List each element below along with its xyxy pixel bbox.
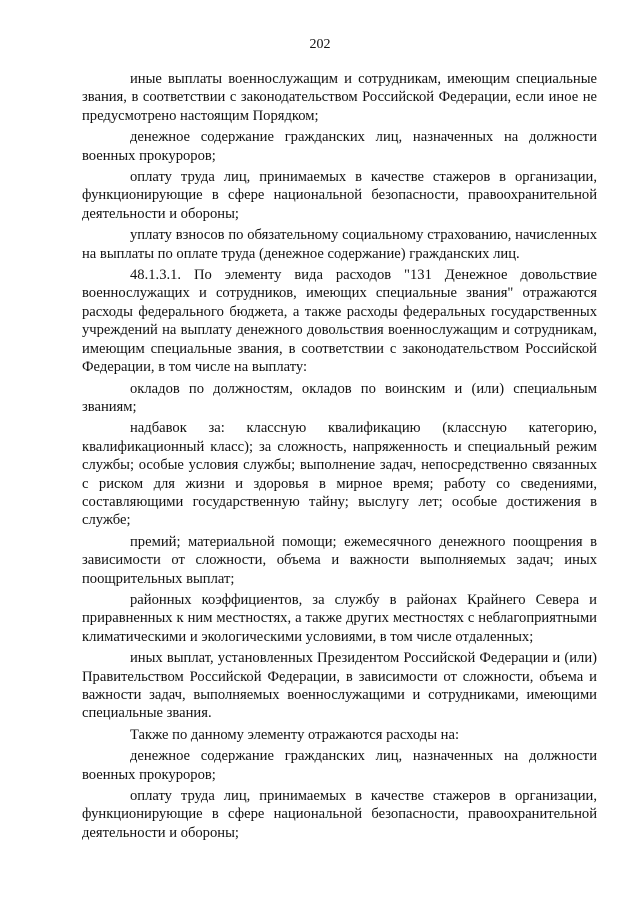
paragraph: районных коэффициентов, за службу в районах Крайнего Севера и приравненных к ним местностях, а также других местностях с неблагоприятными климатическими и экологическими условиями, в том числе отдаленных; bbox=[82, 591, 597, 645]
paragraph: надбавок за: классную квалификацию (классную категорию, квалификационный класс); за сложность, напряженность и специальный режим службы; особые условия службы; выполнение задач, непосредственно связанных с риском для жизни и здоровья в мирное время; работу со сведениями, составляющими государственную тайну; выслугу лет; особые достижения в службе; bbox=[82, 420, 597, 529]
paragraph: уплату взносов по обязательному социальному страхованию, начисленных на выплаты по оплате труда (денежное содержание) гражданских лиц. bbox=[82, 227, 597, 262]
paragraph: окладов по должностям, окладов по воинским и (или) специальным званиям; bbox=[82, 380, 597, 415]
paragraph: Также по данному элементу отражаются расходы на: bbox=[130, 726, 460, 743]
paragraph: 48.1.3.1. По элементу вида расходов "131 Денежное довольствие военнослужащих и сотрудников, имеющих специальные звания" отражаются расходы федерального бюджета, а также расходы федеральных государственных учреждений на выплату денежного довольствия военнослужащим и сотрудникам, имеющим специальные звания, в соответствии с законодательством Российской Федерации, в том числе на выплату: bbox=[82, 267, 597, 376]
paragraph: оплату труда лиц, принимаемых в качестве стажеров в организации, функционирующие в сфере национальной безопасности, правоохранительной деятельности и обороны; bbox=[82, 169, 597, 222]
page-number: 202 bbox=[309, 37, 331, 52]
paragraph: денежное содержание гражданских лиц, назначенных на должности военных прокуроров; bbox=[82, 129, 597, 164]
paragraph: иные выплаты военнослужащим и сотрудникам, имеющим специальные звания, в соответствии с законодательством Российской Федерации, если иное не предусмотрено настоящим Порядком; bbox=[82, 71, 597, 124]
paragraph: оплату труда лиц, принимаемых в качестве стажеров в организации, функционирующие в сфере национальной безопасности, правоохранительной деятельности и обороны; bbox=[82, 788, 597, 841]
document-body bbox=[82, 70, 597, 842]
paragraph: денежное содержание гражданских лиц, назначенных на должности военных прокуроров; bbox=[82, 748, 597, 783]
paragraph: премий; материальной помощи; ежемесячного денежного поощрения в зависимости от сложности, объема и важности выполняемых задач; иных поощрительных выплат; bbox=[82, 533, 597, 587]
paragraph: иных выплат, установленных Президентом Российской Федерации и (или) Правительством Российской Федерации, в зависимости от сложности, объема и важности задач, выполняемых военнослужащими и сотрудниками, имеющими специальные звания. bbox=[82, 650, 597, 722]
